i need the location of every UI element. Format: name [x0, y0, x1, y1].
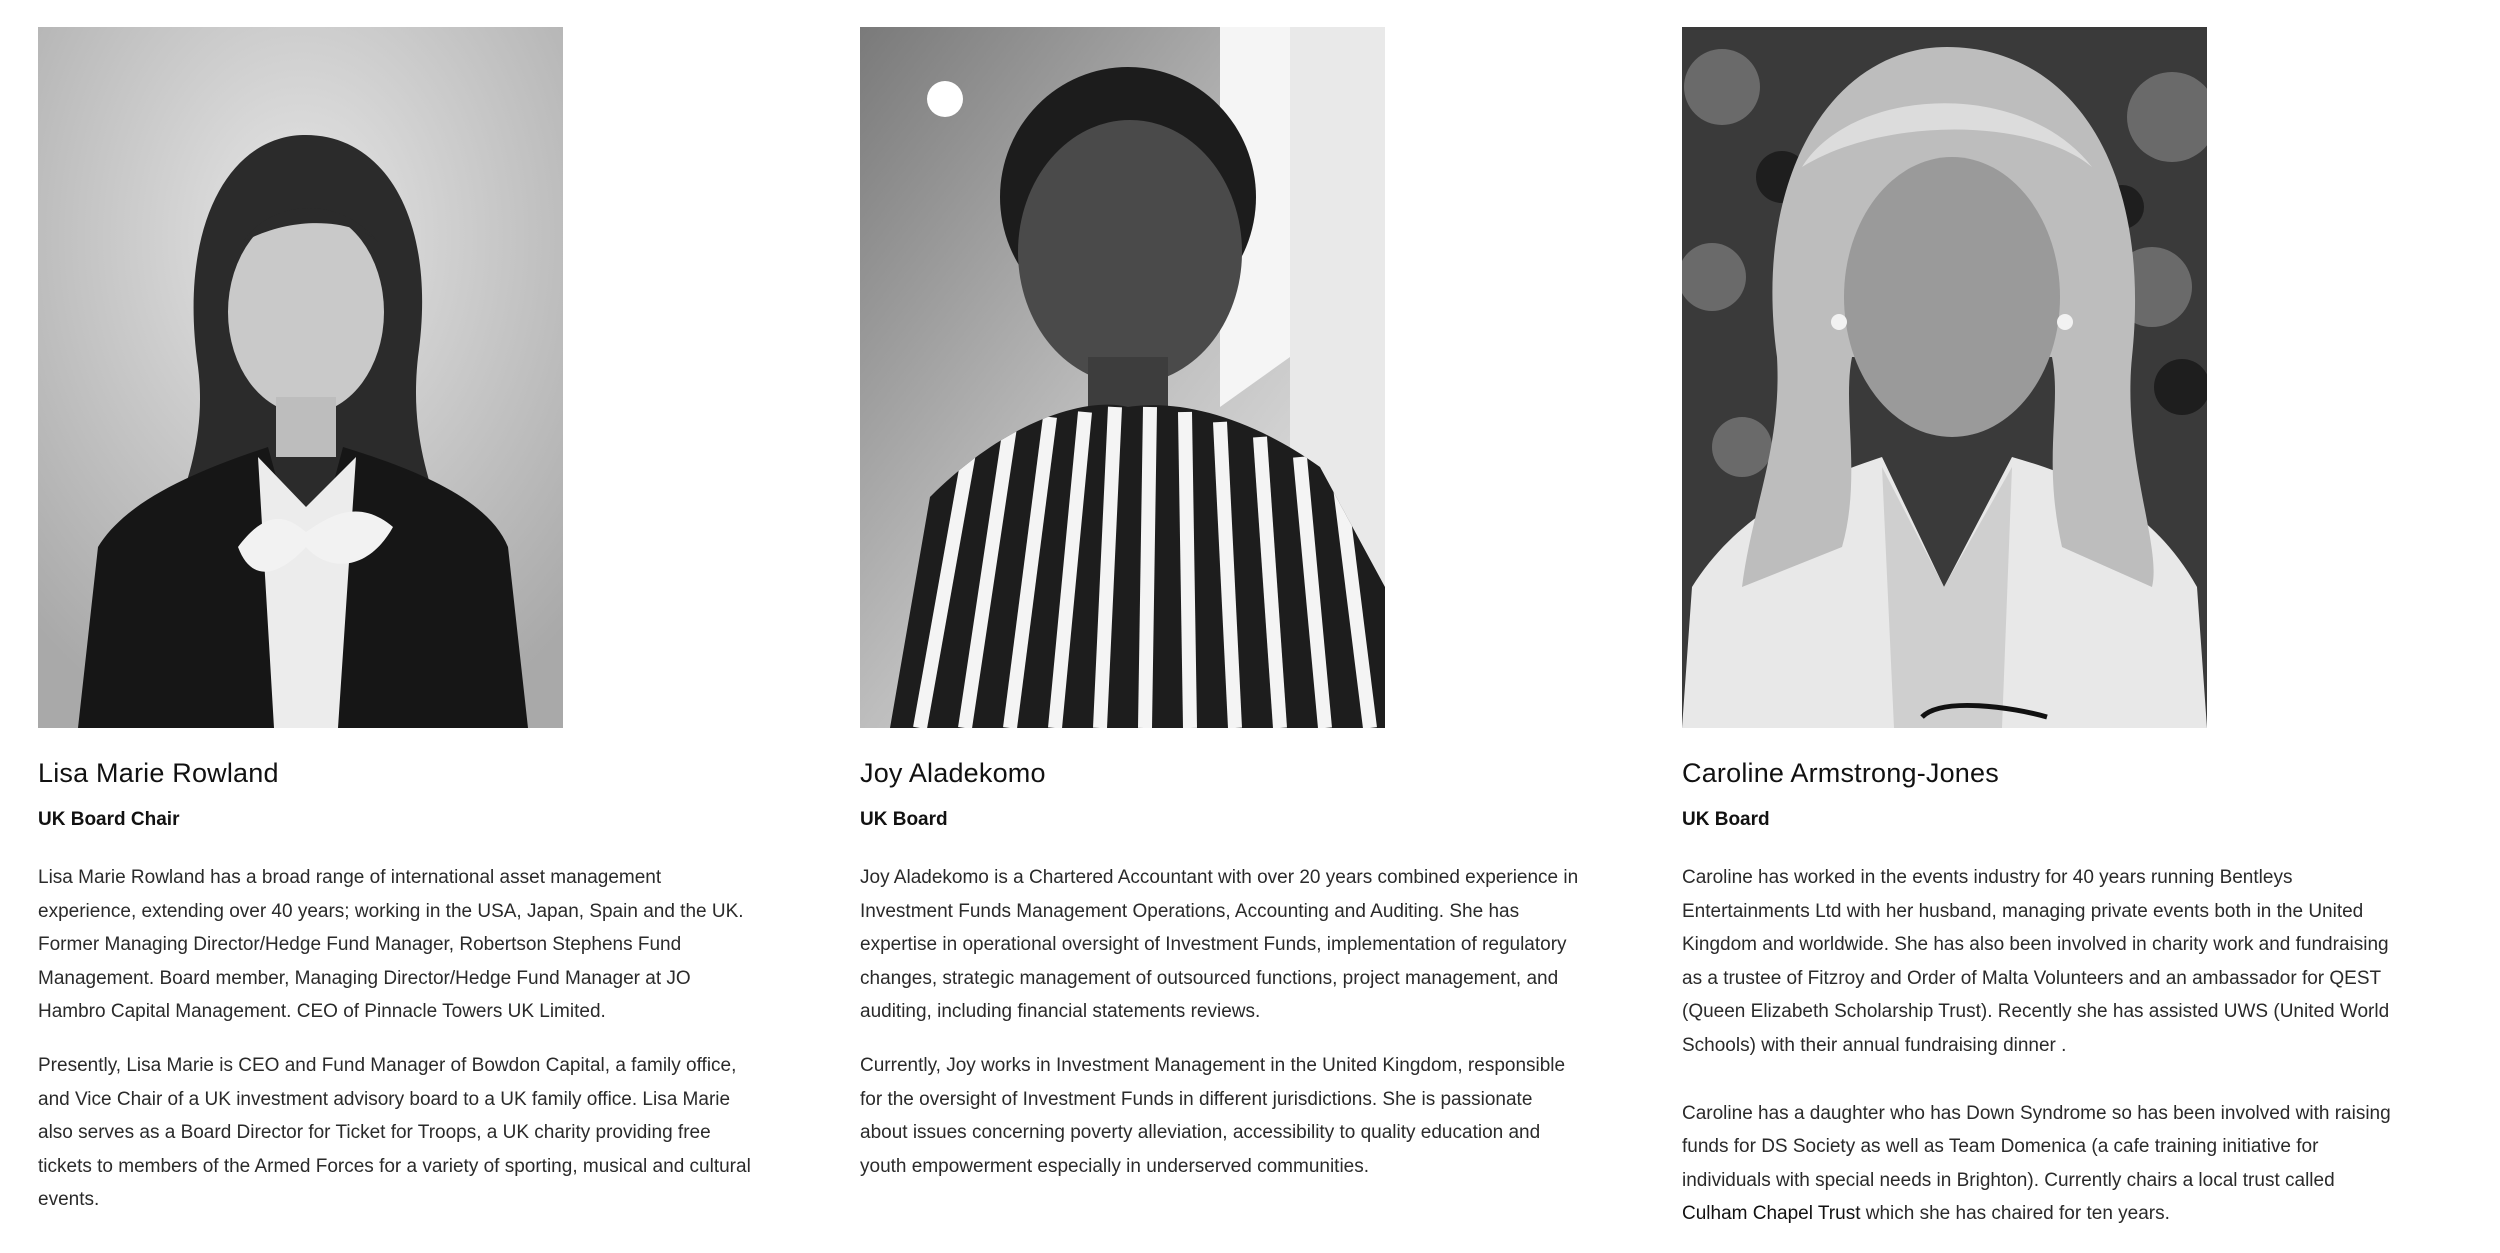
- bio-paragraph: [1682, 1097, 2402, 1231]
- culham-chapel-trust-link[interactable]: Culham Chapel Trust: [1682, 1203, 1861, 1225]
- member-bio: [1682, 861, 2402, 1231]
- bio-paragraph: Caroline has worked in the events industry for 40 years running Bentleys Entertainments Ltd with her husband, managing private events both in the United Kingdom and worldwide. She has also been involved in charity work and fundraising as a trustee of Fitzroy and Order of Malta Volunteers and an ambassador for QEST (Queen Elizabeth Scholarship Trust). Recently she has assisted UWS (United World Schools) with their annual fundraising dinner .: [1682, 867, 2390, 1056]
- bio-paragraph-text: Caroline has a daughter who has Down Syndrome so has been involved with raising funds for DS Society as well as Team Domenica (a cafe training initiative for individuals with special needs in Brighton). Currently chairs a local trust called: [1682, 1102, 2391, 1191]
- bio-paragraph-tail: which she has chaired for ten years.: [1860, 1203, 2170, 1225]
- member-role: UK Board Chair: [38, 809, 180, 830]
- member-card-joy-aladekomo: [860, 27, 1580, 1203]
- bio-paragraph: Presently, Lisa Marie is CEO and Fund Manager of Bowdon Capital, a family office, and Vice Chair of a UK investment advisory board to a UK family office. Lisa Marie also serves as a Board Director for Ticket for Troops, a UK charity providing free tickets to members of the Armed Forces for a variety of sporting, musical and cultural events.: [38, 1054, 751, 1211]
- member-card-caroline-armstrong-jones: [1682, 27, 2402, 1251]
- bio-paragraph: Lisa Marie Rowland has a broad range of international asset management experience, extending over 40 years; working in the USA, Japan, Spain and the UK. Former Managing Director/Hedge Fund Manager, Robertson Stephens Fund Management. Board member, Managing Director/Hedge Fund Manager at JO Hambro Capital Management. CEO of Pinnacle Towers UK Limited.: [38, 867, 744, 1023]
- member-card-lisa-marie-rowland: [38, 27, 758, 1237]
- member-name: Lisa Marie Rowland: [38, 758, 279, 788]
- member-role: UK Board: [860, 809, 948, 830]
- portrait-photo-lisa-marie-rowland: [38, 27, 563, 728]
- member-name: Joy Aladekomo: [860, 758, 1046, 788]
- member-bio: [860, 861, 1580, 1183]
- portrait-photo-joy-aladekomo: [860, 27, 1385, 728]
- member-name: Caroline Armstrong-Jones: [1682, 758, 1999, 788]
- bio-paragraph: Joy Aladekomo is a Chartered Accountant with over 20 years combined experience in Investment Funds Management Operations, Accounting and Auditing. She has expertise in operational oversight of Investment Funds, implementation of regulatory changes, strategic management of outsourced functions, project management, and auditing, including financial statements reviews.: [860, 867, 1579, 1023]
- portrait-photo-caroline-armstrong-jones: [1682, 27, 2207, 728]
- member-role: UK Board: [1682, 809, 1770, 830]
- member-bio: [38, 861, 758, 1217]
- bio-paragraph: Currently, Joy works in Investment Management in the United Kingdom, responsible for the oversight of Investment Funds in different jurisdictions. She is passionate about issues concerning poverty alleviation, accessibility to quality education and youth empowerment especially in underserved communities.: [860, 1054, 1566, 1177]
